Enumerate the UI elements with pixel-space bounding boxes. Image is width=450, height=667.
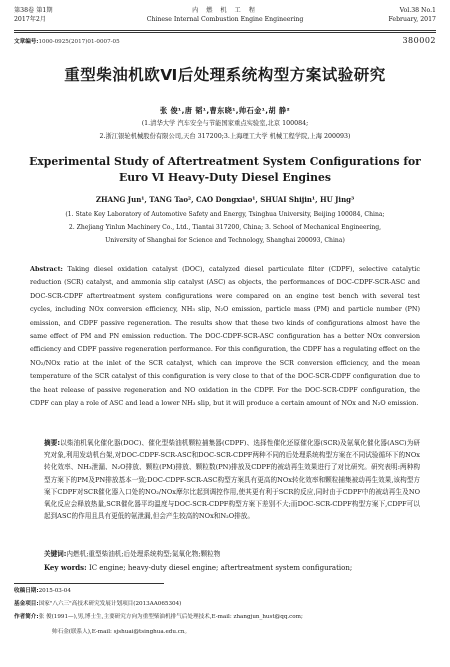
abstract-cn: [44, 437, 420, 522]
header-volume-en: Vol.38 No.1: [399, 7, 436, 14]
article-number-value: 1000-0925(2017)01-0007-05: [38, 39, 120, 45]
affiliation-en-2: 2. Zhejiang Yinlun Machinery Co., Ltd., Tiantai 317200, China; 3. School of Mechanical Engineering,: [68, 224, 382, 231]
header-rule-thin: [14, 32, 436, 33]
header-date-cn: 2017年2月: [14, 16, 47, 23]
footnote-fund: [14, 600, 436, 608]
fund-text: 国家"八六三"高技术研究发展计划项目(2013AA065304): [38, 601, 182, 607]
footnote-received: [14, 587, 436, 595]
journal-name-cn: 内 燃 机 工 程: [192, 7, 258, 14]
affiliation-en-3: University of Shanghai for Science and Technology, Shanghai 200093, China): [105, 237, 345, 244]
header-volume-cn: 第38卷 第1期: [14, 7, 53, 14]
title-en-line-2: Euro Ⅵ Heavy-Duty Diesel Engines: [119, 171, 331, 184]
article-number: [14, 37, 120, 45]
authors-en: ZHANG Jun¹, TANG Tao², CAO Dongxiao¹, SHUAI Shijin¹, HU Jing³: [95, 195, 355, 204]
affiliations-en: [0, 208, 450, 247]
title-en: [0, 154, 450, 186]
keywords-en: [44, 563, 420, 572]
authors-cn: 张 俊¹,唐 韬¹,曹东晓¹,帅石金¹,胡 静²: [159, 106, 291, 115]
abstract-en-label: Abstract:: [30, 265, 63, 273]
title-en-line-1: Experimental Study of Aftertreatment System Configurations for: [29, 155, 421, 168]
keywords-cn: [44, 548, 420, 558]
abstract-cn-text: 以柴油机氧化催化器(DOC)、催化型柴油机颗粒捕集器(CDPF)、选择性催化还原催化器(SCR)及氨氧化催化器(ASC)为研究对象,利用发动机台架,对DOC-CDPF-SCR-ASC和DOC-SCR-CDPF两种不同的后处理系统构型方案在不同试验循环下的NOx转化效率、NH₃泄漏、N₂O排放、颗粒(PM)排放、颗粒数(PN)排放及CDPF的被动再生效果进行了对比研究。研究表明:两种构型方案下的PM及PN排放基本一致;DOC-CDPF-SCR-ASC构型方案具有更高的NOx转化效率和颗粒捕集被动再生效果,该构型方案下CDPF对SCR催化器入口处的NO₂/NOx摩尔比起到调控作用,使其更有利于SCR的反应,同时由于CDPF中的被动再生及NO氧化反应会释放热量,SCR催化器平均温度与DOC-SCR-CDPF构型方案下差别不大;而DOC-SCR-CDPF构型方案下,CDPF可以起到ASC的作用且具有更低的氨泄漏,但会产生较高的NOx和N₂O排放。: [44, 439, 421, 521]
abstract-en-text: Taking diesel oxidation catalyst (DOC), catalyzed diesel particulate filter (CDPF), selective catalytic reduction (SCR) catalyst, and ammonia slip catalyst (ASC) as objects, the performances of DOC-CDPF-SCR-ASC and DOC-SCR-CDPF aftertreatment system configurations were compared on an engine test bench with several test cycles, including NOx conversion efficiency, NH₃ slip, N₂O emission, particle mass (PM) and particle number (PN) emission, and CDPF passive regeneration. The results show that these two kinds of configurations almost have the same effect of PM and PN emission reduction. The DOC-CDPF-SCR-ASC configuration has a better NOx conversion efficiency and CDPF passive regeneration performance. For this configuration, the CDPF has a regulating effect on the NO₂/NOx ratio at the inlet of the SCR catalyst, which can improve the SCR conversion efficiency, and the mean temperature of the SCR catalyst of this configuration is very close to that of the DOC-SCR-CDPF configuration due to the heat release of passive regeneration and NO oxidation in the CDPF. For the DOC-SCR-CDPF configuration, the CDPF can play a role of ASC and lead a lower NH₃ slip, but it will produce a certain amount of NOx and N₂O emission.: [30, 265, 420, 408]
header-date-en: February, 2017: [388, 16, 436, 23]
received-label: 收稿日期:: [14, 588, 39, 594]
abstract-cn-label: 摘要:: [44, 439, 61, 447]
footnote-corresponding: 帅石金(联系人),E-mail: sjshuai@tsinghua.edu.cn。: [52, 629, 191, 635]
footnote-rule: [14, 583, 164, 584]
header-journal-name: [14, 6, 436, 24]
keywords-en-label: Key words:: [44, 563, 87, 572]
keywords-en-text: IC engine; heavy-duty diesel engine; aftertreatment system configuration;: [88, 564, 353, 572]
received-date: 2015-03-04: [38, 588, 71, 594]
keywords-cn-label: 关键词:: [44, 550, 67, 558]
affiliation-en-1: (1. State Key Laboratory of Automotive Safety and Energy, Tsinghua University, Beijing 100084, China;: [65, 211, 385, 218]
fund-label: 基金项目:: [14, 601, 39, 607]
author-bio-label: 作者简介:: [14, 614, 39, 620]
keywords-cn-text: 内燃机;重型柴油机;后处理系统构型;氮氧化物;颗粒物: [66, 550, 221, 558]
affiliation-cn-1: (1.清华大学 汽车安全与节能国家重点实验室,北京 100084;: [141, 120, 309, 127]
article-number-label: 文章编号:: [14, 39, 39, 45]
running-header: [14, 6, 436, 30]
abstract-en: [30, 263, 420, 410]
header-rule: [14, 30, 436, 31]
document-code: 380002: [402, 36, 436, 45]
header-volume-info-en: [388, 6, 436, 24]
affiliation-cn-2: 2.浙江银轮机械股份有限公司,天台 317200;3.上海理工大学 机械工程学院,上海 200093): [99, 133, 351, 140]
author-bio-text: 张 俊(1991—),男,博士生,主要研究方向为重型柴油机排气后处理技术,E-mail: zhangjun_hust@qq.com;: [38, 614, 303, 620]
title-cn: 重型柴油机欧Ⅵ后处理系统构型方案试验研究: [64, 66, 386, 84]
footnote-author: [14, 613, 436, 621]
journal-name-en: Chinese Internal Combustion Engine Engineering: [146, 16, 304, 23]
